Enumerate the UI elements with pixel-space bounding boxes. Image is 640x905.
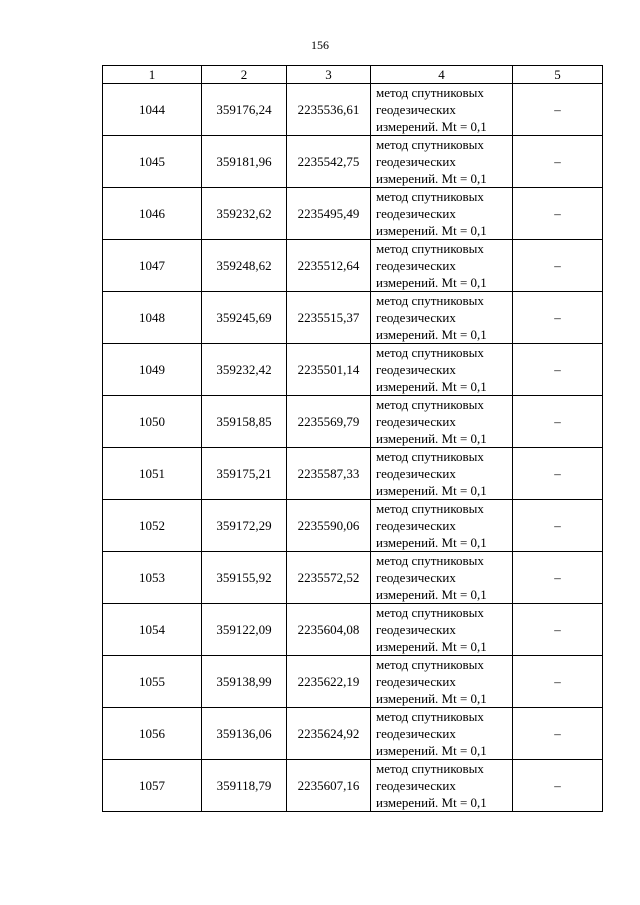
x-coordinate-cell: 359232,62 [202, 188, 287, 240]
note-cell: – [513, 448, 603, 500]
y-coordinate-cell: 2235572,52 [287, 552, 371, 604]
table-row [103, 240, 603, 292]
y-coordinate-cell: 2235604,08 [287, 604, 371, 656]
note-cell: – [513, 500, 603, 552]
method-cell [371, 292, 513, 344]
y-coordinate-cell: 2235536,61 [287, 84, 371, 136]
point-number-cell: 1051 [103, 448, 202, 500]
method-line: метод спутниковых [376, 241, 484, 256]
table-row [103, 396, 603, 448]
point-number-cell: 1055 [103, 656, 202, 708]
method-cell [371, 396, 513, 448]
table-row [103, 604, 603, 656]
y-coordinate-cell: 2235607,16 [287, 760, 371, 812]
method-line: метод спутниковых [376, 709, 484, 724]
note-cell: – [513, 604, 603, 656]
note-cell: – [513, 344, 603, 396]
method-line: измерений. Mt = 0,1 [376, 327, 487, 342]
note-cell: – [513, 240, 603, 292]
method-line: измерений. Mt = 0,1 [376, 639, 487, 654]
method-line: метод спутниковых [376, 449, 484, 464]
x-coordinate-cell: 359248,62 [202, 240, 287, 292]
point-number-cell: 1044 [103, 84, 202, 136]
method-line: геодезических [376, 622, 456, 637]
table-row [103, 656, 603, 708]
x-coordinate-cell: 359158,85 [202, 396, 287, 448]
table-row [103, 292, 603, 344]
x-coordinate-cell: 359232,42 [202, 344, 287, 396]
method-line: метод спутниковых [376, 397, 484, 412]
method-line: геодезических [376, 466, 456, 481]
point-number-cell: 1053 [103, 552, 202, 604]
method-cell [371, 708, 513, 760]
table-row [103, 708, 603, 760]
point-number-cell: 1056 [103, 708, 202, 760]
note-cell: – [513, 188, 603, 240]
method-line: измерений. Mt = 0,1 [376, 171, 487, 186]
point-number-cell: 1046 [103, 188, 202, 240]
note-cell: – [513, 708, 603, 760]
method-cell [371, 136, 513, 188]
method-line: геодезических [376, 206, 456, 221]
point-number-cell: 1049 [103, 344, 202, 396]
method-line: измерений. Mt = 0,1 [376, 691, 487, 706]
method-line: геодезических [376, 570, 456, 585]
method-cell [371, 500, 513, 552]
method-line: геодезических [376, 726, 456, 741]
y-coordinate-cell: 2235569,79 [287, 396, 371, 448]
x-coordinate-cell: 359136,06 [202, 708, 287, 760]
method-cell [371, 448, 513, 500]
point-number-cell: 1054 [103, 604, 202, 656]
method-line: метод спутниковых [376, 137, 484, 152]
method-line: измерений. Mt = 0,1 [376, 535, 487, 550]
header-col-5: 5 [513, 66, 603, 84]
table-row [103, 760, 603, 812]
note-cell: – [513, 396, 603, 448]
method-line: метод спутниковых [376, 605, 484, 620]
method-line: измерений. Mt = 0,1 [376, 743, 487, 758]
method-line: геодезических [376, 414, 456, 429]
method-line: метод спутниковых [376, 657, 484, 672]
method-line: геодезических [376, 102, 456, 117]
table-row [103, 136, 603, 188]
method-line: метод спутниковых [376, 293, 484, 308]
method-cell [371, 344, 513, 396]
point-number-cell: 1047 [103, 240, 202, 292]
y-coordinate-cell: 2235624,92 [287, 708, 371, 760]
table-row [103, 500, 603, 552]
method-cell [371, 240, 513, 292]
x-coordinate-cell: 359181,96 [202, 136, 287, 188]
x-coordinate-cell: 359122,09 [202, 604, 287, 656]
point-number-cell: 1052 [103, 500, 202, 552]
coordinates-table [102, 65, 603, 812]
point-number-cell: 1048 [103, 292, 202, 344]
y-coordinate-cell: 2235495,49 [287, 188, 371, 240]
method-line: метод спутниковых [376, 345, 484, 360]
note-cell: – [513, 136, 603, 188]
page-number: 156 [311, 38, 329, 52]
header-col-2: 2 [202, 66, 287, 84]
y-coordinate-cell: 2235512,64 [287, 240, 371, 292]
point-number-cell: 1050 [103, 396, 202, 448]
method-line: геодезических [376, 154, 456, 169]
note-cell: – [513, 760, 603, 812]
method-cell [371, 552, 513, 604]
method-line: геодезических [376, 362, 456, 377]
method-line: геодезических [376, 518, 456, 533]
table-body [103, 84, 603, 812]
method-line: метод спутниковых [376, 501, 484, 516]
table-row [103, 344, 603, 396]
y-coordinate-cell: 2235501,14 [287, 344, 371, 396]
method-line: геодезических [376, 778, 456, 793]
note-cell: – [513, 292, 603, 344]
y-coordinate-cell: 2235622,19 [287, 656, 371, 708]
y-coordinate-cell: 2235515,37 [287, 292, 371, 344]
table-row [103, 84, 603, 136]
y-coordinate-cell: 2235542,75 [287, 136, 371, 188]
header-col-4: 4 [371, 66, 513, 84]
method-line: измерений. Mt = 0,1 [376, 119, 487, 134]
header-col-1: 1 [103, 66, 202, 84]
table-row [103, 448, 603, 500]
x-coordinate-cell: 359118,79 [202, 760, 287, 812]
header-col-3: 3 [287, 66, 371, 84]
table-header [103, 66, 603, 84]
x-coordinate-cell: 359172,29 [202, 500, 287, 552]
note-cell: – [513, 552, 603, 604]
y-coordinate-cell: 2235587,33 [287, 448, 371, 500]
method-cell [371, 656, 513, 708]
x-coordinate-cell: 359138,99 [202, 656, 287, 708]
point-number-cell: 1045 [103, 136, 202, 188]
method-cell [371, 760, 513, 812]
header-row [103, 66, 603, 84]
method-line: метод спутниковых [376, 761, 484, 776]
method-line: метод спутниковых [376, 85, 484, 100]
method-line: измерений. Mt = 0,1 [376, 223, 487, 238]
table-row [103, 552, 603, 604]
method-line: измерений. Mt = 0,1 [376, 275, 487, 290]
method-line: измерений. Mt = 0,1 [376, 431, 487, 446]
method-cell [371, 604, 513, 656]
method-cell [371, 84, 513, 136]
x-coordinate-cell: 359245,69 [202, 292, 287, 344]
x-coordinate-cell: 359175,21 [202, 448, 287, 500]
method-line: измерений. Mt = 0,1 [376, 379, 487, 394]
method-line: измерений. Mt = 0,1 [376, 587, 487, 602]
method-line: метод спутниковых [376, 553, 484, 568]
note-cell: – [513, 656, 603, 708]
x-coordinate-cell: 359176,24 [202, 84, 287, 136]
method-line: геодезических [376, 258, 456, 273]
method-cell [371, 188, 513, 240]
table-row [103, 188, 603, 240]
method-line: геодезических [376, 674, 456, 689]
x-coordinate-cell: 359155,92 [202, 552, 287, 604]
method-line: геодезических [376, 310, 456, 325]
point-number-cell: 1057 [103, 760, 202, 812]
method-line: измерений. Mt = 0,1 [376, 483, 487, 498]
method-line: метод спутниковых [376, 189, 484, 204]
y-coordinate-cell: 2235590,06 [287, 500, 371, 552]
method-line: измерений. Mt = 0,1 [376, 795, 487, 810]
note-cell: – [513, 84, 603, 136]
